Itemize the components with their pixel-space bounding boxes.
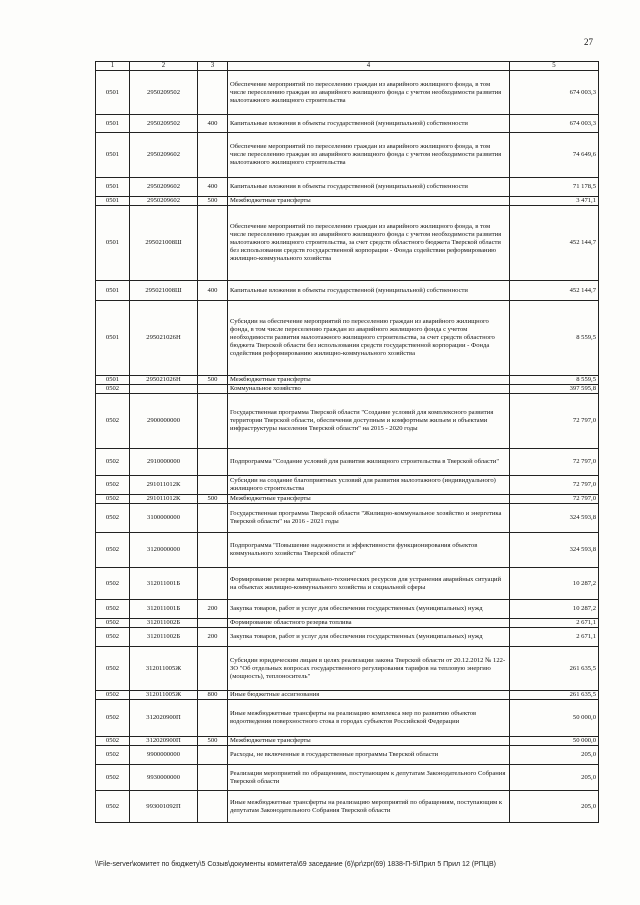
table-cell-c3 (198, 449, 228, 476)
table-cell-c1: 0502 (96, 628, 130, 647)
table-cell-c2: 312011005Ж (130, 647, 198, 691)
table-cell-c5: 324 593,8 (510, 504, 599, 533)
table-cell-c1: 0502 (96, 533, 130, 568)
table-cell-c4: Капитальные вложения в объекты государственной (муниципальной) собственности (228, 178, 510, 197)
table-cell-c1: 0501 (96, 206, 130, 281)
table-row (96, 628, 599, 647)
table-cell-c2: 3100000000 (130, 504, 198, 533)
table-cell-c5: 452 144,7 (510, 206, 599, 281)
table-cell-c4: Расходы, не включенные в государственные программы Тверской области (228, 746, 510, 765)
table-cell-c5: 674 003,3 (510, 71, 599, 115)
table-cell-c5: 8 559,5 (510, 376, 599, 385)
table-cell-c1: 0502 (96, 700, 130, 737)
table-cell-c2: 2910000000 (130, 449, 198, 476)
table-cell-c1: 0501 (96, 301, 130, 376)
table-row (96, 476, 599, 495)
table-row (96, 504, 599, 533)
table-cell-c2: 9900000000 (130, 746, 198, 765)
table-row (96, 568, 599, 600)
table-row (96, 115, 599, 133)
table-cell-c5: 261 635,5 (510, 691, 599, 700)
table-row (96, 600, 599, 619)
table-row (96, 791, 599, 823)
table-cell-c3 (198, 394, 228, 449)
table-cell-c2 (130, 385, 198, 394)
table-cell-c1: 0501 (96, 115, 130, 133)
table-cell-c1: 0502 (96, 476, 130, 495)
column-header: 1 (96, 62, 130, 71)
table-cell-c4: Реализация мероприятий по обращениям, поступающим к депутатам Законодательного Собрания Тверской области (228, 765, 510, 791)
table-row (96, 619, 599, 628)
table-cell-c4: Формирование резерва материально-технических ресурсов для устранения аварийных ситуаций на объектах жилищно-коммунального хозяйства и социальной сферы (228, 568, 510, 600)
table-cell-c3: 400 (198, 178, 228, 197)
table-cell-c3: 500 (198, 197, 228, 206)
table-cell-c3 (198, 568, 228, 600)
table-cell-c5: 205,0 (510, 791, 599, 823)
table-cell-c3 (198, 385, 228, 394)
table-cell-c4: Закупка товаров, работ и услуг для обеспечения государственных (муниципальных) нужд (228, 600, 510, 619)
table-cell-c3 (198, 133, 228, 178)
table-row (96, 765, 599, 791)
table-cell-c2: 2900000000 (130, 394, 198, 449)
table-cell-c4: Иные межбюджетные трансферты на реализацию мероприятий по обращениям, поступающим к депутатам Законодательного Собрания Тверской области (228, 791, 510, 823)
table-cell-c2: 9930000000 (130, 765, 198, 791)
table-cell-c5: 71 178,5 (510, 178, 599, 197)
table-cell-c4: Межбюджетные трансферты (228, 737, 510, 746)
table-cell-c3 (198, 746, 228, 765)
table-cell-c1: 0502 (96, 504, 130, 533)
table-cell-c2: 312011001Б (130, 568, 198, 600)
table-row (96, 449, 599, 476)
table-cell-c5: 452 144,7 (510, 281, 599, 301)
table-cell-c1: 0502 (96, 737, 130, 746)
table-cell-c4: Формирование областного резерва топлива (228, 619, 510, 628)
table-cell-c5: 8 559,5 (510, 301, 599, 376)
table-cell-c3: 500 (198, 737, 228, 746)
table-cell-c3: 200 (198, 628, 228, 647)
table-cell-c2: 312020900П (130, 700, 198, 737)
table-cell-c1: 0502 (96, 568, 130, 600)
table-cell-c4: Обеспечение мероприятий по переселению граждан из аварийного жилищного фонда, в том числе переселению граждан из аварийного жилищного фонда с учетом необходимости развития малоэтажного жилищного строительства, за счет средств областного бюджета Тверской области без использования средств государственной корпорации - Фонда содействия реформированию жилищно-коммунального хозяйства (228, 206, 510, 281)
table-cell-c2: 2950209502 (130, 71, 198, 115)
table-row (96, 133, 599, 178)
table-cell-c1: 0502 (96, 746, 130, 765)
table-cell-c4: Межбюджетные трансферты (228, 495, 510, 504)
table-cell-c1: 0502 (96, 385, 130, 394)
table-row (96, 495, 599, 504)
table-cell-c2: 2950209602 (130, 197, 198, 206)
table-cell-c1: 0502 (96, 495, 130, 504)
table-cell-c2: 312011005Ж (130, 691, 198, 700)
table-cell-c1: 0501 (96, 71, 130, 115)
table-cell-c4: Субсидии юридическим лицам в целях реализации закона Тверской области от 20.12.2012 № 122-ЗО "Об отдельных вопросах государственного регулирования тарифов на тепловую энергию (мощность), теплоноситель" (228, 647, 510, 691)
table-cell-c5: 261 635,5 (510, 647, 599, 691)
table-cell-c5: 205,0 (510, 765, 599, 791)
table-cell-c3: 500 (198, 376, 228, 385)
table-cell-c2: 312011002Б (130, 619, 198, 628)
table-cell-c5: 397 595,8 (510, 385, 599, 394)
table-cell-c5: 50 000,0 (510, 700, 599, 737)
table-row (96, 178, 599, 197)
table-row (96, 206, 599, 281)
table-cell-c2: 3120000000 (130, 533, 198, 568)
table-row (96, 281, 599, 301)
table-cell-c3: 400 (198, 281, 228, 301)
column-header: 2 (130, 62, 198, 71)
table-cell-c5: 3 471,1 (510, 197, 599, 206)
table-header-row (96, 62, 599, 71)
table-cell-c3 (198, 533, 228, 568)
table-cell-c4: Капитальные вложения в объекты государственной (муниципальной) собственности (228, 281, 510, 301)
table-cell-c4: Государственная программа Тверской области "Создание условий для комплексного развития территории Тверской области, обеспечения доступным и комфортным жильем и объектами инфраструктуры населения Тверской области" на 2015 - 2020 годы (228, 394, 510, 449)
column-header: 4 (228, 62, 510, 71)
table-cell-c1: 0502 (96, 791, 130, 823)
table-cell-c4: Государственная программа Тверской области "Жилищно-коммунальное хозяйство и энергетика Тверской области" на 2016 - 2021 годы (228, 504, 510, 533)
table-cell-c1: 0502 (96, 600, 130, 619)
table-row (96, 533, 599, 568)
table-cell-c2: 2950209602 (130, 178, 198, 197)
table-cell-c3 (198, 476, 228, 495)
budget-table (95, 61, 599, 823)
table-cell-c1: 0502 (96, 449, 130, 476)
table-cell-c3 (198, 619, 228, 628)
table-cell-c5: 2 671,1 (510, 619, 599, 628)
table-cell-c3: 500 (198, 495, 228, 504)
table-cell-c5: 72 797,0 (510, 495, 599, 504)
table-cell-c4: Иные бюджетные ассигнования (228, 691, 510, 700)
table-cell-c1: 0502 (96, 394, 130, 449)
table-cell-c5: 10 287,2 (510, 568, 599, 600)
table-cell-c3 (198, 206, 228, 281)
table-cell-c2: 312020900П (130, 737, 198, 746)
table-cell-c4: Обеспечение мероприятий по переселению граждан из аварийного жилищного фонда, в том числе переселению граждан из аварийного жилищного фонда с учетом необходимости развития малоэтажного жилищного строительства (228, 133, 510, 178)
table-cell-c5: 72 797,0 (510, 476, 599, 495)
table-cell-c3: 400 (198, 115, 228, 133)
table-cell-c3 (198, 301, 228, 376)
table-row (96, 301, 599, 376)
table-cell-c4: Обеспечение мероприятий по переселению граждан из аварийного жилищного фонда, в том числе переселению граждан из аварийного жилищного фонда с учетом необходимости развития малоэтажного жилищного строительства (228, 71, 510, 115)
table-cell-c4: Межбюджетные трансферты (228, 197, 510, 206)
table-cell-c1: 0502 (96, 619, 130, 628)
table-cell-c5: 2 671,1 (510, 628, 599, 647)
table-cell-c5: 50 000,0 (510, 737, 599, 746)
table-cell-c5: 10 287,2 (510, 600, 599, 619)
table-cell-c4: Подпрограмма "Создание условий для развития жилищного строительства в Тверской области" (228, 449, 510, 476)
table-row (96, 394, 599, 449)
table-cell-c3 (198, 647, 228, 691)
table-cell-c4: Иные межбюджетные трансферты на реализацию комплекса мер по развитию объектов водоотведения поверхностного стока в городах субъектов Российской Федерации (228, 700, 510, 737)
table-cell-c4: Подпрограмма "Повышение надежности и эффективности функционирования объектов коммунального хозяйства Тверской области" (228, 533, 510, 568)
table-cell-c3: 200 (198, 600, 228, 619)
table-cell-c5: 324 593,8 (510, 533, 599, 568)
table-cell-c5: 205,0 (510, 746, 599, 765)
table-cell-c4: Капитальные вложения в объекты государственной (муниципальной) собственности (228, 115, 510, 133)
table-cell-c1: 0502 (96, 691, 130, 700)
file-path-footer: \\File-server\комитет по бюджету\5 Созыв\документы комитета\69 заседание (6)\pr\zpr(69) 1838-П-5\Прил 5 Прил 12 (РПЦВ) (95, 861, 496, 868)
table-cell-c4: Субсидии на создание благоприятных условий для развития малоэтажного (индивидуального) жилищного строительства (228, 476, 510, 495)
table-cell-c4: Коммунальное хозяйство (228, 385, 510, 394)
table-cell-c1: 0501 (96, 197, 130, 206)
table-row (96, 647, 599, 691)
table-cell-c2: 993001092П (130, 791, 198, 823)
page-number: 27 (584, 37, 593, 47)
table-cell-c2: 295021008Ш (130, 281, 198, 301)
table-cell-c1: 0501 (96, 178, 130, 197)
table-cell-c2: 295021026Н (130, 301, 198, 376)
table-cell-c3 (198, 765, 228, 791)
table-row (96, 691, 599, 700)
column-header: 5 (510, 62, 599, 71)
column-header: 3 (198, 62, 228, 71)
table-cell-c3 (198, 700, 228, 737)
table-row (96, 71, 599, 115)
table-cell-c2: 295021026Н (130, 376, 198, 385)
table-cell-c2: 295021008Ш (130, 206, 198, 281)
table-cell-c1: 0501 (96, 281, 130, 301)
table-cell-c3: 800 (198, 691, 228, 700)
table-row (96, 197, 599, 206)
table-cell-c1: 0502 (96, 647, 130, 691)
table-cell-c1: 0501 (96, 376, 130, 385)
table-cell-c5: 74 649,6 (510, 133, 599, 178)
table-cell-c5: 72 797,0 (510, 394, 599, 449)
table-cell-c4: Закупка товаров, работ и услуг для обеспечения государственных (муниципальных) нужд (228, 628, 510, 647)
table-cell-c2: 2950209602 (130, 133, 198, 178)
table-cell-c5: 72 797,0 (510, 449, 599, 476)
table-cell-c2: 291011012К (130, 495, 198, 504)
table-cell-c4: Межбюджетные трансферты (228, 376, 510, 385)
table-cell-c2: 312011001Б (130, 600, 198, 619)
table-cell-c2: 312011002Б (130, 628, 198, 647)
table-cell-c3 (198, 71, 228, 115)
table-row (96, 737, 599, 746)
table-row (96, 700, 599, 737)
table-row (96, 385, 599, 394)
table-cell-c2: 291011012К (130, 476, 198, 495)
table-cell-c4: Субсидии на обеспечение мероприятий по переселению граждан из аварийного жилищного фонда, в том числе переселению граждан из аварийного жилищного фонда с учетом необходимости развития малоэтажного жилищного строительства, за счет средств областного бюджета Тверской области без использования средств государственной корпорации - Фонда содействия реформированию жилищно-коммунального хозяйства (228, 301, 510, 376)
table-cell-c3 (198, 791, 228, 823)
table-row (96, 376, 599, 385)
table-cell-c1: 0501 (96, 133, 130, 178)
table-cell-c3 (198, 504, 228, 533)
table-row (96, 746, 599, 765)
table-cell-c5: 674 003,3 (510, 115, 599, 133)
table-cell-c2: 2950209502 (130, 115, 198, 133)
table-cell-c1: 0502 (96, 765, 130, 791)
